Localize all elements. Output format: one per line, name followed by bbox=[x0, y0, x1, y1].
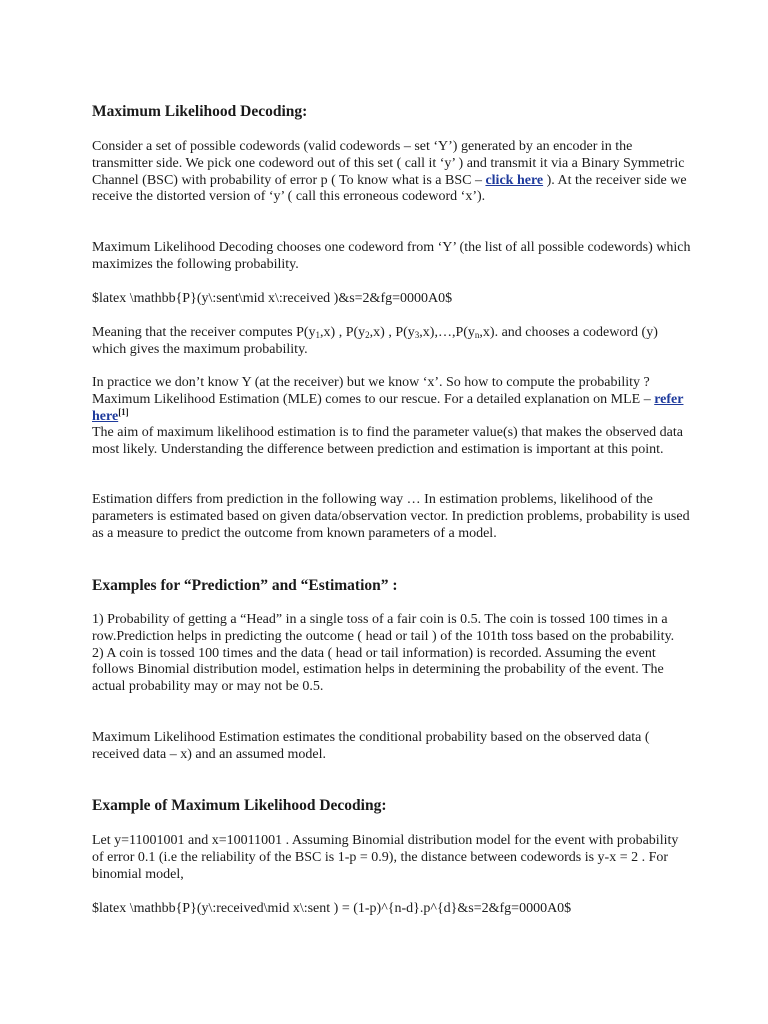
text-segment: The aim of maximum likelihood estimation is to find the parameter value(s) that makes the observed data most likely. Understanding the difference between prediction and estimation is important at this point. bbox=[92, 425, 683, 458]
paragraph-receiver-computes bbox=[92, 325, 692, 359]
paragraph-mle-practice bbox=[92, 375, 692, 459]
latex-code-1: $latex \mathbb{P}(y\:sent\mid x\:received )&s=2&fg=0000A0$ bbox=[92, 291, 453, 306]
heading-max-likelihood-decoding: Maximum Likelihood Decoding: bbox=[92, 103, 308, 120]
bsc-click-here-link[interactable]: click here bbox=[485, 172, 544, 188]
latex-code-2: $latex \mathbb{P}(y\:received\mid x\:sent ) = (1-p)^{n-d}.p^{d}&s=2&fg=0000A0$ bbox=[92, 901, 572, 916]
paragraph-intro-text-b: ). At the receiver side we receive the distorted version of ‘y’ ( call this erroneous codeword ‘x’). bbox=[92, 172, 687, 205]
paragraph-intro bbox=[92, 139, 692, 206]
text-segment: In practice we don’t know Y (at the receiver) but we know ‘x’. So how to compute the probability ? Maximum Likelihood Estimation (MLE) comes to our rescue. For a detailed explanation on MLE – bbox=[92, 375, 655, 407]
text-segment: ,x) , P(y bbox=[369, 325, 415, 340]
paragraph-estimation-vs-prediction: Estimation differs from prediction in the following way … In estimation problems, likelihood of the parameters is estimated based on given data/observation vector. In prediction problems, probability is used as a measure to predict the outcome from known parameters of a model. bbox=[92, 492, 690, 541]
text-segment: ,x) , P(y bbox=[320, 325, 366, 340]
text-segment: ,x). and chooses a codeword (y) which gives the maximum probability. bbox=[92, 325, 658, 357]
footnote-ref[interactable]: [1] bbox=[118, 406, 129, 417]
paragraph-intro-text-a: Consider a set of possible codewords (valid codewords – set ‘Y’) generated by an encoder in the transmitter side. We pick one codeword out of this set ( call it ‘y’ ) and transmit it via a Binary Symmetric Channel (BSC) with probability of error p ( To know what is a BSC – bbox=[92, 139, 685, 188]
paragraph-mld-definition: Maximum Likelihood Decoding chooses one codeword from ‘Y’ (the list of all possible codewords) which maximizes the following probability. bbox=[92, 240, 691, 272]
heading-examples: Examples for “Prediction” and “Estimation” : bbox=[92, 577, 398, 594]
subscript-2: 2 bbox=[365, 330, 370, 340]
heading-example-mld: Example of Maximum Likelihood Decoding: bbox=[92, 797, 387, 814]
paragraph-mle-estimates: Maximum Likelihood Estimation estimates the conditional probability based on the observed data ( received data – x) and an assumed model. bbox=[92, 730, 650, 762]
text-segment: Meaning that the receiver computes P(y bbox=[92, 325, 316, 340]
mle-refer-here-link[interactable]: refer here bbox=[92, 391, 684, 424]
example-2-text: 2) A coin is tossed 100 times and the data ( head or tail information) is recorded. Assuming the event follows Binomial distribution model, estimation helps in determining the probability of the event. The actual probability may or may not be 0.5. bbox=[92, 645, 664, 695]
example-1-text: 1) Probability of getting a “Head” in a single toss of a fair coin is 0.5. The coin is tossed 100 times in a row.Prediction helps in predicting the outcome ( head or tail ) of the 101th toss based on the probability. bbox=[92, 612, 675, 644]
text-segment: ,x),…,P(y bbox=[419, 325, 475, 340]
subscript-n: n bbox=[474, 330, 480, 340]
subscript-3: 3 bbox=[414, 330, 420, 340]
subscript-1: 1 bbox=[315, 330, 321, 340]
paragraph-examples-list bbox=[92, 612, 692, 696]
paragraph-example-values: Let y=11001001 and x=10011001 . Assuming Binomial distribution model for the event with probability of error 0.1 (i.e the reliability of the BSC is 1-p = 0.9), the distance between codewords is y-x = 2 . For binomial model, bbox=[92, 833, 679, 882]
